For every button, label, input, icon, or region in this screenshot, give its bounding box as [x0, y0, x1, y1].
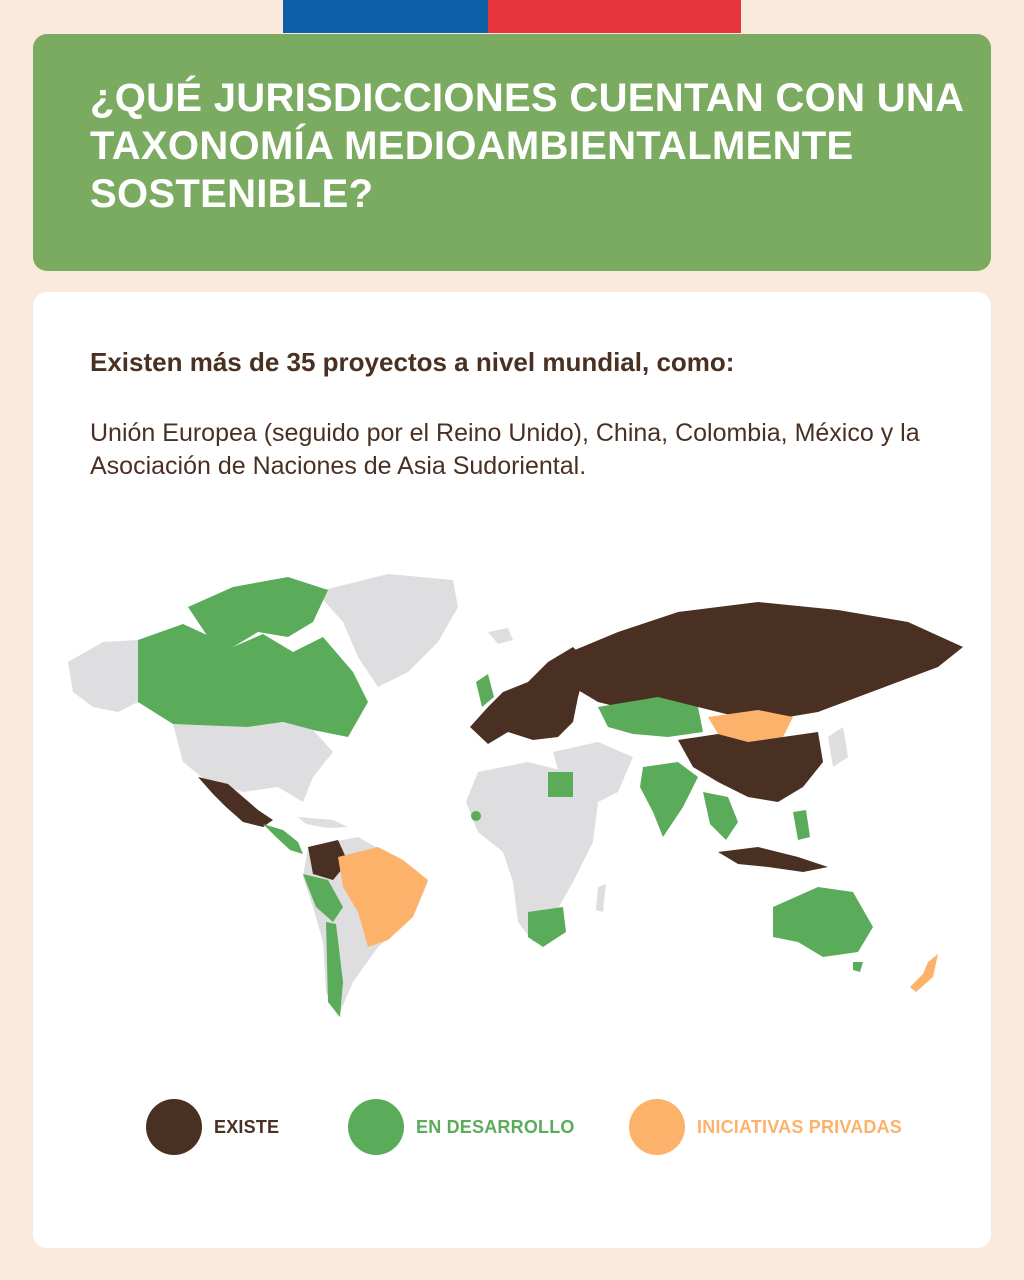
legend-item-iniciativas-privadas	[629, 1098, 902, 1156]
flag-strip	[283, 0, 741, 33]
map-madagascar	[596, 884, 606, 912]
header-banner	[33, 34, 991, 271]
map-australia	[773, 887, 873, 957]
content-card	[33, 292, 991, 1248]
map-japan	[828, 727, 848, 767]
legend-dot-iniciativas-privadas	[629, 1099, 685, 1155]
page-title: ¿QUÉ JURISDICCIONES CUENTAN CON UNA TAXONOMÍA MEDIOAMBIENTALMENTE SOSTENIBLE?	[90, 76, 963, 216]
legend-label: EXISTE	[214, 1116, 280, 1137]
map-caribbean	[298, 817, 348, 828]
legend-label: EN DESARROLLO	[416, 1116, 575, 1137]
map-west-africa	[471, 811, 481, 821]
legend-item-existe	[146, 1098, 279, 1156]
legend-item-en-desarrollo	[348, 1098, 575, 1156]
map-usa	[173, 722, 333, 802]
map-india	[640, 762, 698, 837]
map-iceland	[488, 628, 513, 644]
map-tasmania	[853, 962, 863, 972]
legend-dot-en-desarrollo	[348, 1099, 404, 1155]
map-new-zealand	[910, 954, 938, 992]
map-egypt	[548, 772, 573, 797]
card-body-text: Unión Europea (seguido por el Reino Unido), China, Colombia, México y la Asociación de Naciones de Asia Sudoriental.	[90, 419, 920, 480]
map-canada	[138, 624, 368, 737]
legend	[33, 1098, 991, 1158]
flag-red-band	[488, 0, 741, 33]
map-se-asia	[703, 792, 738, 840]
world-map	[58, 562, 968, 1032]
card-subtitle: Existen más de 35 proyectos a nivel mundial, como:	[90, 347, 735, 377]
legend-label: INICIATIVAS PRIVADAS	[697, 1116, 903, 1137]
map-central-america	[263, 824, 303, 854]
legend-dot-existe	[146, 1099, 202, 1155]
map-alaska	[68, 640, 138, 712]
flag-blue-band	[283, 0, 488, 33]
map-uk	[476, 674, 494, 707]
map-indonesia	[718, 847, 828, 872]
map-china	[678, 732, 823, 802]
map-philippines	[793, 810, 810, 840]
